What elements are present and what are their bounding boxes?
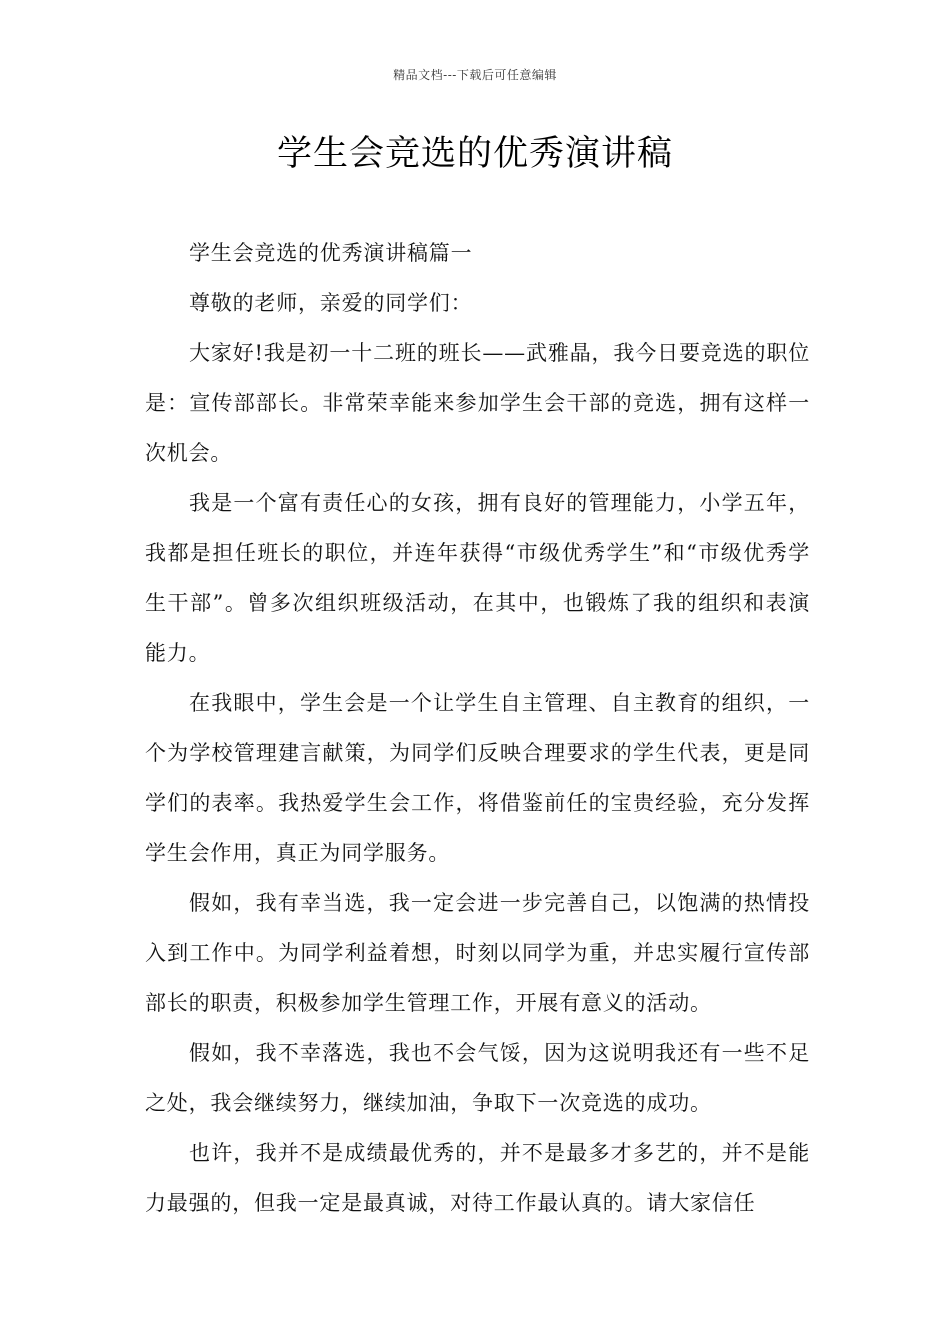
document-title: 学生会竞选的优秀演讲稿: [276, 134, 673, 174]
paragraph-if-elected: 假如，我有幸当选，我一定会进一步完善自己，以饱满的热情投入到工作中。为同学利益着想，时刻以同学为重，并忠实履行宣传部部长的职责，积极参加学生管理工作，开展有意义的活动。: [145, 891, 810, 1015]
paragraph-closing: 也许，我并不是成绩最优秀的，并不是最多才多艺的，并不是能力最强的，但我一定是最真诚，对待工作最认真的。请大家信任: [145, 1141, 810, 1215]
paragraph-student-union: 在我眼中，学生会是一个让学生自主管理、自主教育的组织，一个为学校管理建言献策，为同学们反映合理要求的学生代表，更是同学们的表率。我热爱学生会工作，将借鉴前任的宝贵经验，充分发挥学生会作用，真正为同学服务。: [145, 691, 810, 865]
paragraph-background: 我是一个富有责任心的女孩，拥有良好的管理能力，小学五年，我都是担任班长的职位，并连年获得“市级优秀学生”和“市级优秀学生干部”。曾多次组织班级活动，在其中，也锻炼了我的组织和表演能力。: [145, 491, 810, 665]
paragraph-salutation: 尊敬的老师，亲爱的同学们：: [189, 291, 473, 315]
header-note: 精品文档---下载后可任意编辑: [393, 68, 557, 82]
document-body: [145, 228, 810, 1228]
paragraph-intro: 大家好!我是初一十二班的班长——武雅晶，我今日要竞选的职位是：宣传部部长。非常荣幸能来参加学生会干部的竞选，拥有这样一次机会。: [145, 341, 810, 465]
paragraph-subtitle: 学生会竞选的优秀演讲稿篇一: [189, 241, 473, 265]
paragraph-if-not-elected: 假如，我不幸落选，我也不会气馁，因为这说明我还有一些不足之处，我会继续努力，继续加油，争取下一次竞选的成功。: [145, 1041, 810, 1115]
